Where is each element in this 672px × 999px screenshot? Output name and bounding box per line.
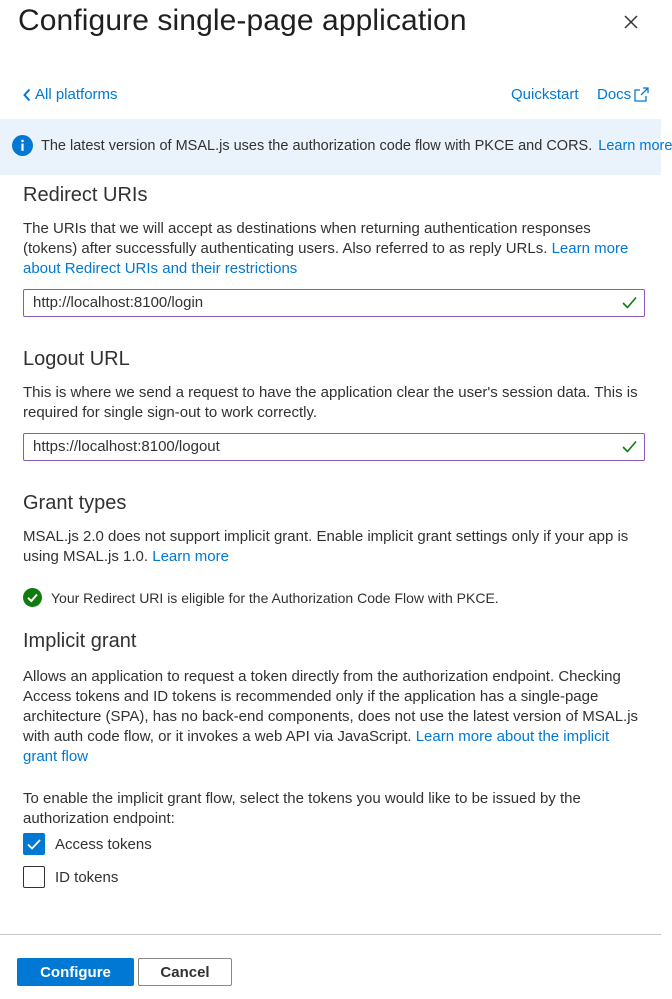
implicit-grant-section xyxy=(23,630,643,829)
logout-url-description xyxy=(23,383,643,423)
implicit-desc-line3: architecture (SPA), has no back-end components, does not use the latest version of MSAL.js xyxy=(23,708,639,725)
grant-desc-line2-wrap xyxy=(23,547,643,567)
access-tokens-label: Access tokens xyxy=(55,835,152,853)
grant-learn-more-link[interactable]: Learn more xyxy=(152,548,229,565)
implicit-enable-text xyxy=(23,789,643,829)
implicit-link-line xyxy=(23,747,643,767)
implicit-learn-more-link-cont[interactable]: grant flow xyxy=(23,748,89,765)
quickstart-link[interactable]: Quickstart xyxy=(511,86,579,103)
valid-check-icon xyxy=(622,296,637,309)
logout-url-heading: Logout URL xyxy=(23,348,130,370)
chevron-left-icon xyxy=(22,88,32,102)
top-nav xyxy=(22,86,645,108)
redirect-uris-description xyxy=(23,219,643,279)
page-title: Configure single-page application xyxy=(18,4,467,37)
close-button[interactable] xyxy=(617,8,645,36)
id-tokens-label: ID tokens xyxy=(55,868,119,886)
implicit-enable-line1: To enable the implicit grant flow, select the tokens you would like to be issued by the xyxy=(23,790,581,807)
logout-desc-line2: required for single sign-out to work correctly. xyxy=(23,404,318,421)
info-icon xyxy=(12,135,33,156)
implicit-desc-line2: Access tokens and ID tokens is recommended only if the application has a single-page xyxy=(23,688,599,705)
close-icon xyxy=(617,8,645,36)
id-tokens-checkbox-box[interactable] xyxy=(23,866,45,888)
logout-url-section xyxy=(23,348,643,423)
info-message xyxy=(41,138,672,154)
logout-url-field xyxy=(23,433,645,461)
external-link-icon xyxy=(633,86,650,103)
redirect-desc-line2: (tokens) after successfully authenticating users. Also referred to as reply URLs. xyxy=(23,240,548,257)
implicit-desc-line4: with auth code flow, or it invokes a web API via JavaScript. xyxy=(23,728,412,745)
eligibility-status xyxy=(23,588,499,607)
redirect-learn-more-link[interactable]: Learn more xyxy=(551,240,629,257)
all-platforms-label: All platforms xyxy=(35,86,118,103)
eligibility-text: Your Redirect URI is eligible for the Authorization Code Flow with PKCE. xyxy=(51,589,499,606)
grant-desc-line1: MSAL.js 2.0 does not support implicit grant. Enable implicit grant settings only if your app is xyxy=(23,528,629,545)
logout-url-input[interactable] xyxy=(24,434,604,459)
info-learn-more-link[interactable]: Learn more xyxy=(598,138,672,154)
access-tokens-checkbox-box[interactable] xyxy=(23,833,45,855)
redirect-desc-line2-wrap xyxy=(23,239,643,259)
valid-check-icon xyxy=(622,440,637,453)
grant-desc-line2: using MSAL.js 1.0. xyxy=(23,548,149,565)
redirect-uris-heading: Redirect URIs xyxy=(23,184,148,206)
grant-types-section xyxy=(23,492,643,567)
redirect-link-line xyxy=(23,259,643,279)
access-tokens-checkbox[interactable] xyxy=(23,833,152,855)
implicit-desc-line4-wrap xyxy=(23,727,643,747)
footer-divider xyxy=(0,934,661,935)
docs-label: Docs xyxy=(597,86,632,103)
all-platforms-link[interactable] xyxy=(22,86,118,103)
redirect-desc-line1: The URIs that we will accept as destinations when returning authentication responses xyxy=(23,220,591,237)
implicit-desc-line1: Allows an application to request a token directly from the authorization endpoint. Checking xyxy=(23,668,621,685)
implicit-learn-more-link[interactable]: Learn more about the implicit xyxy=(415,728,610,745)
implicit-grant-description xyxy=(23,667,643,767)
logout-desc-line1: This is where we send a request to have the application clear the user's session data. This is xyxy=(23,384,638,401)
checkmark-icon xyxy=(27,839,41,850)
implicit-enable-line2: authorization endpoint: xyxy=(23,810,175,827)
configure-button[interactable]: Configure xyxy=(17,958,134,986)
id-tokens-checkbox[interactable] xyxy=(23,866,118,888)
cancel-button[interactable]: Cancel xyxy=(138,958,232,986)
redirect-uri-field xyxy=(23,289,645,317)
grant-types-description xyxy=(23,527,643,567)
redirect-learn-more-link-cont[interactable]: about Redirect URIs and their restrictions xyxy=(23,260,298,277)
info-text: The latest version of MSAL.js uses the authorization code flow with PKCE and CORS. xyxy=(41,138,593,154)
redirect-uri-input[interactable] xyxy=(24,290,604,315)
redirect-uris-section xyxy=(23,184,643,279)
implicit-grant-heading: Implicit grant xyxy=(23,630,137,652)
success-check-icon xyxy=(23,588,42,607)
info-banner xyxy=(0,119,672,175)
docs-link[interactable] xyxy=(597,86,650,103)
grant-types-heading: Grant types xyxy=(23,492,127,514)
